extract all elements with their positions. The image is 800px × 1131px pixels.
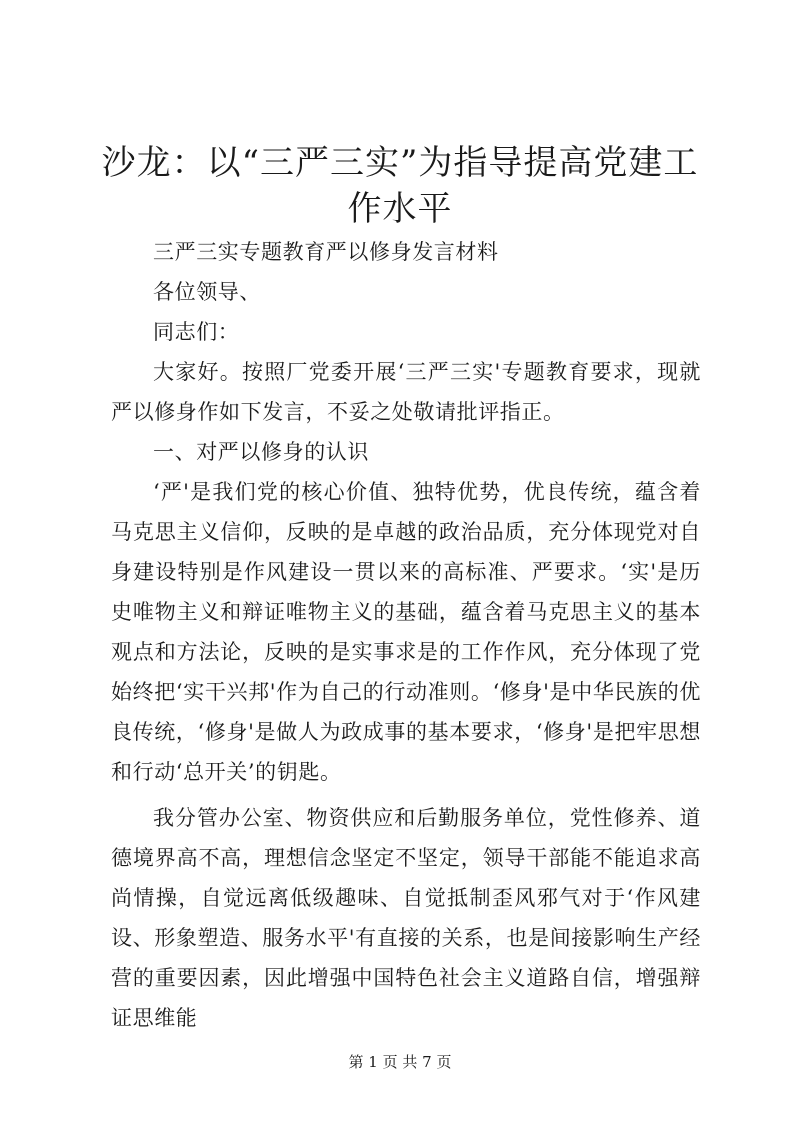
paragraph-body: ‘严'是我们党的核心价值、独特优势，优良传统，蕴含着马克思主义信仰，反映的是卓越的政治品质，充分体现党对自身建设特别是作风建设一贯以来的高标准、严要求。‘实'是历史唯物主义和辩证唯物主义的基础，蕴含着马克思主义的基本观点和方法论，反映的是实事求是的工作作风，充分体现了党始终把‘实干兴邦'作为自己的行动准则。‘修身'是中华民族的优良传统，‘修身'是做人为政成事的基本要求，‘修身'是把牢思想和行动‘总开关’的钥匙。 <box>111 480 701 784</box>
page-footer: 第 1 页 共 7 页 <box>348 1053 452 1071</box>
document-title: 沙龙：以“三严三实”为指导提高党建工作水平 <box>101 143 699 229</box>
paragraph-subtitle: 三严三实专题教育严以修身发言材料 <box>153 240 499 264</box>
paragraph-salutation-2: 同志们： <box>153 320 240 344</box>
document-body <box>111 232 701 1038</box>
paragraph-intro: 大家好。按照厂党委开展‘三严三实'专题教育要求，现就严以修身作如下发言，不妥之处敬请批评指正。 <box>111 360 701 424</box>
paragraph-salutation-1: 各位领导、 <box>153 280 261 304</box>
paragraph-section-heading: 一、对严以修身的认识 <box>153 440 369 464</box>
paragraph-body: 我分管办公室、物资供应和后勤服务单位，党性修养、道德境界高不高，理想信念坚定不坚定，领导干部能不能追求高尚情操，自觉远离低级趣味、自觉抵制歪风邪气对于‘作风建设、形象塑造、服务水平'有直接的关系，也是间接影响生产经营的重要因素，因此增强中国特色社会主义道路自信，增强辩证思维能 <box>111 806 701 1030</box>
